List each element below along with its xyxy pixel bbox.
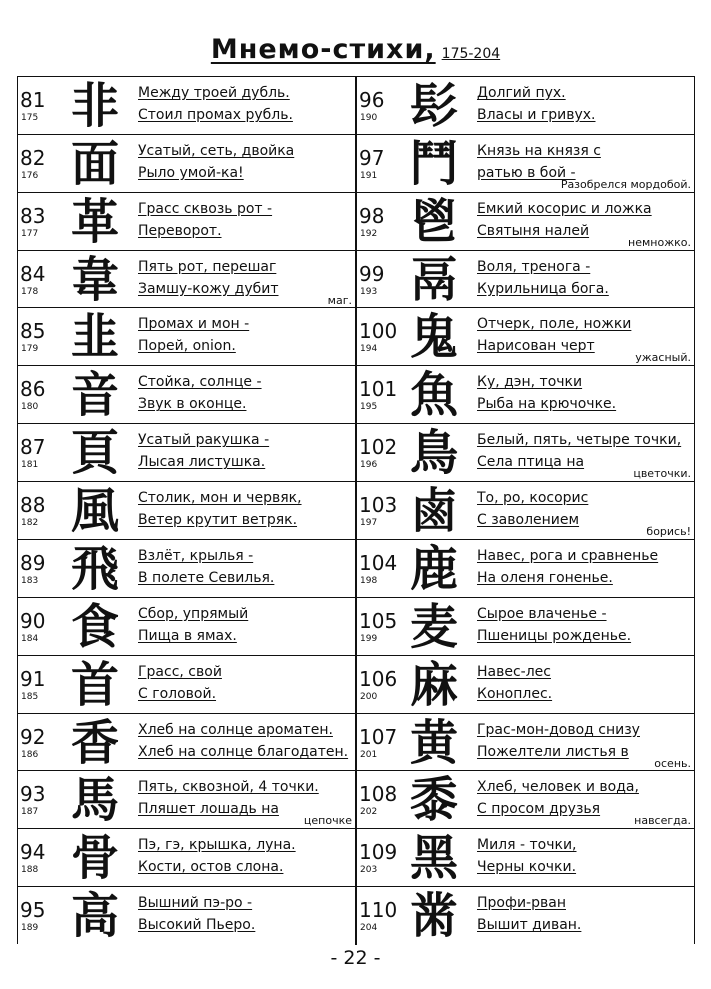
radical-character: 面: [70, 135, 119, 192]
radical-character: 骨: [70, 830, 119, 887]
verse-line: На оленя гоненье.: [477, 569, 613, 586]
verse-line: Пять, сквозной, 4 точки.: [138, 779, 319, 796]
entry-subnumber: 175: [21, 113, 39, 123]
radical-character: 高: [70, 888, 119, 945]
radical-row: [18, 193, 355, 251]
entry-number: 87: [20, 435, 46, 460]
radical-row: [18, 366, 355, 424]
verse-line: Ветер крутит ветряк.: [138, 512, 298, 529]
radical-character: 馬: [70, 772, 119, 829]
radical-character: 飛: [70, 540, 119, 597]
entry-number: 100: [359, 319, 398, 344]
verse-line: Разобрелся мордобой.: [560, 178, 691, 191]
radical-row: [18, 656, 355, 714]
entry-subnumber: 204: [360, 923, 378, 934]
verse-line: Сбор, упрямый: [138, 605, 249, 622]
entry-subnumber: 180: [21, 402, 39, 413]
radical-character: 魚: [409, 367, 458, 424]
verse-line: Коноплес.: [477, 685, 553, 702]
radical-row: [357, 366, 694, 424]
right-column: [357, 77, 694, 945]
radical-row: [357, 714, 694, 772]
entry-number: 91: [20, 666, 46, 691]
verse-line: Князь на князя с: [477, 142, 601, 159]
entry-number: 81: [20, 88, 46, 112]
entry-subnumber: 199: [360, 633, 378, 644]
entry-number: 96: [359, 88, 385, 112]
entry-subnumber: 183: [21, 575, 39, 586]
radical-row: [18, 598, 355, 656]
entry-subnumber: 177: [21, 228, 39, 239]
verse-line: Вышит диван.: [477, 917, 582, 934]
verse-line: Грасс, свой: [138, 663, 222, 680]
radical-row: [18, 829, 355, 887]
verse-line: навсегда.: [634, 815, 691, 828]
verse-line: ужасный.: [635, 352, 691, 365]
entry-subnumber: 197: [360, 518, 378, 529]
radical-row: [18, 424, 355, 482]
entry-number: 86: [20, 377, 46, 402]
radical-row: [357, 598, 694, 656]
entry-number: 93: [20, 782, 46, 807]
page-range: 175-204: [441, 46, 501, 62]
radical-row: [18, 714, 355, 772]
radical-character: 鬲: [409, 251, 458, 308]
verse-line: Святыня налей: [477, 222, 590, 239]
entry-subnumber: 194: [360, 344, 378, 355]
entry-number: 82: [20, 145, 46, 170]
entry-subnumber: 188: [21, 865, 39, 876]
radical-row: [357, 308, 694, 366]
verse-line: Усатый, сеть, двойка: [138, 142, 295, 159]
radical-row: [357, 656, 694, 714]
page-number: - 22 -: [330, 947, 381, 969]
entry-subnumber: 201: [360, 749, 378, 760]
entry-number: 92: [20, 724, 46, 749]
entry-number: 88: [20, 493, 46, 518]
radical-row: [18, 77, 355, 135]
verse-line: Нарисован черт: [477, 338, 595, 355]
verse-line: С просом друзья: [477, 801, 601, 818]
verse-line: Пляшет лошадь на: [138, 801, 279, 818]
radical-character: 香: [70, 714, 119, 771]
radical-row: [18, 887, 355, 945]
verse-line: осень.: [654, 757, 691, 770]
verse-line: Переворот.: [138, 222, 222, 239]
entry-number: 90: [20, 608, 46, 633]
verse-line: Черны кочки.: [477, 859, 577, 876]
entry-number: 89: [20, 550, 46, 575]
verse-line: Сырое влаченье -: [477, 605, 607, 622]
radical-row: [18, 135, 355, 193]
verse-line: Взлёт, крылья -: [138, 547, 254, 564]
entry-number: 84: [20, 261, 46, 286]
verse-line: Кости, остов слона.: [138, 859, 284, 876]
verse-line: Власы и гривух.: [477, 107, 596, 123]
verse-line: С головой.: [138, 685, 217, 702]
entry-number: 94: [20, 840, 46, 865]
radical-row: [18, 251, 355, 309]
radical-row: [357, 540, 694, 598]
verse-line: Курильница бога.: [477, 280, 609, 297]
entry-number: 85: [20, 319, 46, 344]
verse-line: С заволением: [477, 512, 580, 529]
verse-line: Столик, мон и червяк,: [138, 490, 302, 507]
verse-line: Стойка, солнце -: [138, 374, 262, 391]
verse-line: Замшу-кожу дубит: [138, 280, 279, 297]
verse-line: Хлеб на солнце ароматен.: [138, 721, 333, 738]
entry-number: 101: [359, 377, 398, 402]
entry-number: 104: [359, 550, 398, 575]
verse-line: Отчерк, поле, ножки: [477, 316, 632, 333]
verse-line: То, ро, косорис: [477, 490, 589, 507]
entry-number: 107: [359, 724, 398, 749]
verse-line: цепочке: [303, 815, 352, 828]
verse-line: Миля - точки,: [477, 837, 577, 854]
radical-character: 黹: [409, 888, 458, 945]
radical-character: 麻: [409, 656, 458, 713]
entry-subnumber: 182: [21, 518, 39, 529]
verse-line: Рыба на крючочке.: [477, 396, 617, 413]
radical-row: [357, 829, 694, 887]
entry-subnumber: 184: [21, 633, 39, 644]
verse-line: Рыло умой-ка!: [138, 164, 244, 181]
verse-line: Белый, пять, четыре точки,: [477, 432, 682, 449]
radical-row: [18, 540, 355, 598]
verse-line: Пища в ямах.: [138, 627, 237, 644]
entry-subnumber: 179: [21, 344, 39, 355]
verse-line: Пять рот, перешаг: [138, 258, 277, 275]
page-title: Мнемо-стихи,: [210, 34, 436, 65]
radical-row: [357, 887, 694, 945]
radicals-table: [17, 76, 695, 944]
entry-number: 109: [359, 840, 398, 865]
verse-line: Между троей дубль.: [138, 85, 290, 101]
radical-character: 首: [70, 656, 119, 713]
verse-line: Усатый ракушка -: [138, 432, 270, 449]
radical-character: 鬥: [409, 135, 458, 192]
radical-row: [357, 482, 694, 540]
radical-row: [357, 771, 694, 829]
verse-line: Долгий пух.: [477, 85, 566, 101]
entry-subnumber: 185: [21, 691, 39, 702]
radical-character: 鹵: [409, 483, 458, 540]
radical-character: 食: [70, 598, 119, 655]
entry-subnumber: 193: [360, 286, 378, 297]
entry-subnumber: 200: [360, 691, 378, 702]
entry-number: 98: [359, 203, 385, 228]
verse-line: немножко.: [628, 236, 691, 249]
entry-subnumber: 189: [21, 923, 39, 934]
radical-character: 黍: [409, 772, 458, 829]
entry-subnumber: 181: [21, 460, 39, 471]
entry-number: 83: [20, 203, 46, 228]
verse-line: цветочки.: [633, 468, 691, 481]
radical-character: 風: [70, 483, 119, 540]
radical-row: [357, 251, 694, 309]
entry-number: 103: [359, 493, 398, 518]
radical-row: [357, 135, 694, 193]
verse-line: В полете Севилья.: [138, 569, 275, 586]
entry-number: 108: [359, 782, 398, 807]
verse-line: Высокий Пьеро.: [138, 917, 256, 934]
entry-subnumber: 176: [21, 170, 39, 181]
radical-character: 鳥: [409, 425, 458, 482]
entry-subnumber: 191: [360, 170, 378, 181]
entry-number: 97: [359, 145, 385, 170]
radical-character: 音: [70, 367, 119, 424]
radical-character: 韋: [70, 251, 119, 308]
verse-line: ратью в бой -: [477, 164, 576, 181]
verse-line: Воля, тренога -: [477, 258, 591, 275]
verse-line: Пэ, гэ, крышка, луна.: [138, 837, 296, 854]
entry-subnumber: 190: [360, 113, 378, 123]
radical-row: [357, 424, 694, 482]
radical-character: 麦: [409, 598, 458, 655]
entry-subnumber: 187: [21, 807, 39, 818]
entry-number: 95: [20, 898, 46, 923]
entry-number: 106: [359, 666, 398, 691]
entry-subnumber: 198: [360, 575, 378, 586]
entry-number: 102: [359, 435, 398, 460]
entry-subnumber: 178: [21, 286, 39, 297]
verse-line: Хлеб на солнце благодатен.: [138, 743, 349, 760]
radical-character: 髟: [409, 78, 458, 134]
entry-subnumber: 192: [360, 228, 378, 239]
verse-line: Хлеб, человек и вода,: [477, 779, 639, 796]
radical-row: [18, 308, 355, 366]
radical-row: [357, 77, 694, 135]
entry-subnumber: 196: [360, 460, 378, 471]
verse-line: Ку, дэн, точки: [477, 374, 583, 391]
verse-line: Пожелтели листья в: [477, 743, 629, 760]
entry-number: 99: [359, 261, 385, 286]
radical-row: [18, 771, 355, 829]
radical-character: 鬼: [409, 309, 458, 366]
radical-character: 黄: [409, 714, 458, 771]
entry-number: 105: [359, 608, 398, 633]
entry-subnumber: 203: [360, 865, 378, 876]
radical-character: 非: [70, 78, 119, 134]
left-column: [18, 77, 355, 945]
entry-subnumber: 186: [21, 749, 39, 760]
radical-character: 黑: [409, 830, 458, 887]
verse-line: Промах и мон -: [138, 316, 250, 333]
radical-character: 韭: [70, 309, 119, 366]
radical-character: 鬯: [409, 193, 458, 250]
verse-line: Пшеницы рожденье.: [477, 627, 632, 644]
entry-subnumber: 195: [360, 402, 378, 413]
verse-line: Емкий косорис и ложка: [477, 200, 652, 217]
verse-line: Навес-лес: [477, 663, 551, 680]
radical-row: [357, 193, 694, 251]
page-header: [0, 34, 711, 74]
verse-line: Лысая листушка.: [138, 454, 266, 471]
verse-line: Грас-мон-довод снизу: [477, 721, 640, 738]
entry-subnumber: 202: [360, 807, 378, 818]
verse-line: борись!: [646, 526, 691, 539]
radical-character: 革: [70, 193, 119, 250]
radical-character: 頁: [70, 425, 119, 482]
verse-line: Грасс сквозь рот -: [138, 200, 273, 217]
verse-line: Стоил промах рубль.: [138, 107, 293, 123]
verse-line: Вышний пэ-ро -: [138, 895, 253, 912]
entry-number: 110: [359, 898, 398, 923]
verse-line: Села птица на: [477, 454, 585, 471]
verse-line: Профи-рван: [477, 895, 566, 912]
radical-character: 鹿: [409, 540, 458, 597]
verse-line: Звук в оконце.: [138, 396, 247, 413]
verse-line: маг.: [327, 294, 352, 307]
verse-line: Навес, рога и сравненье: [477, 547, 659, 564]
verse-line: Порей, onion.: [138, 338, 236, 355]
radical-row: [18, 482, 355, 540]
